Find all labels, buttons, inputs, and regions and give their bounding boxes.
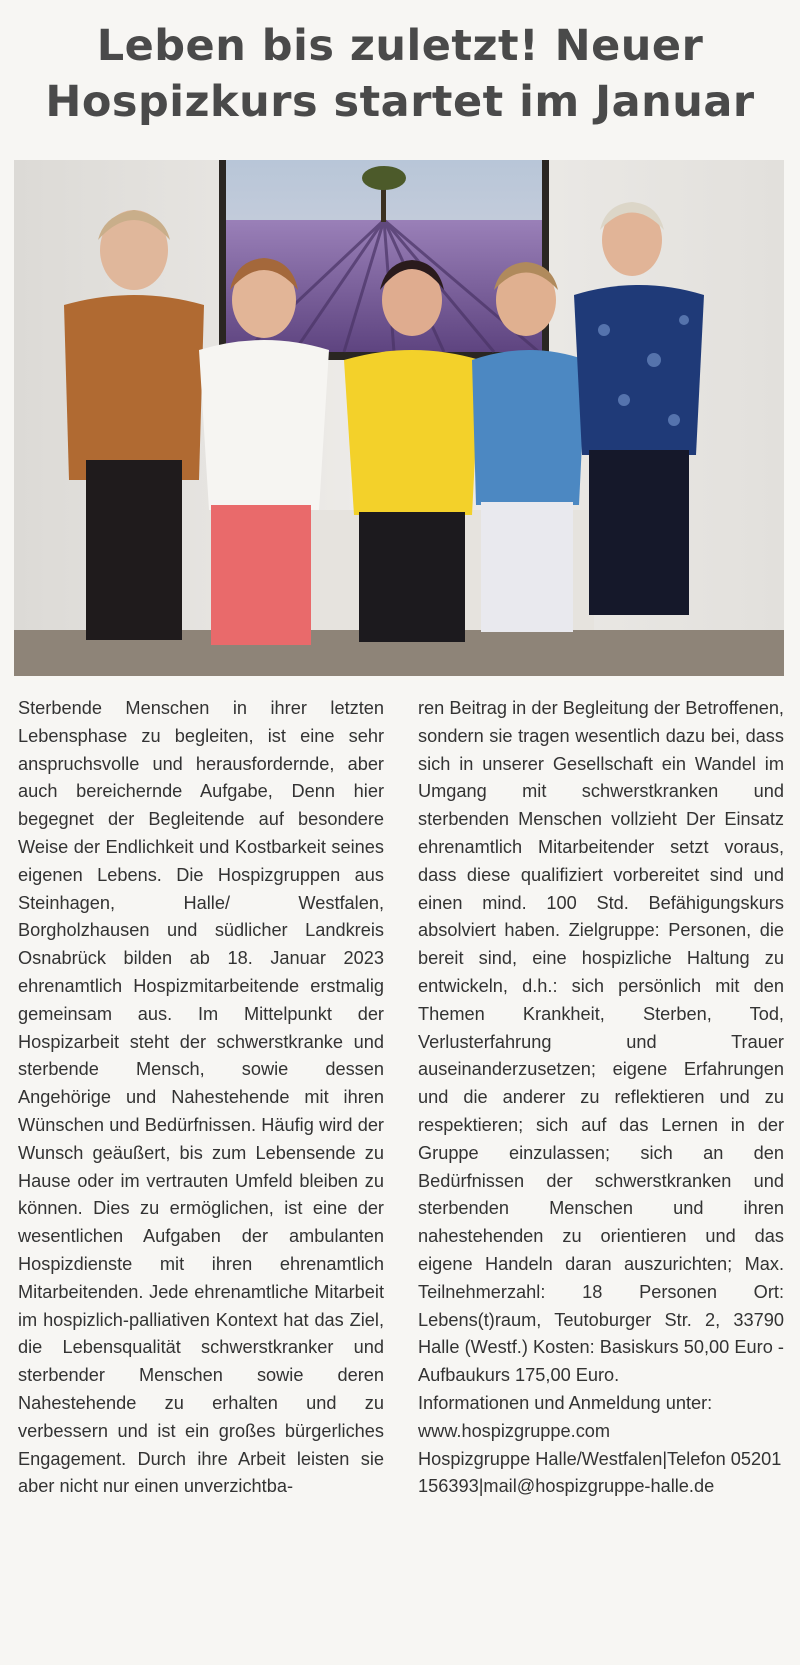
article-text-right: ren Beitrag in der Begleitung der Betroffenen, sondern sie tragen wesentlich dazu bei, dass sich in unserer Gesellschaft ein Wandel im Umgang mit schwerstkranken und sterbenden Menschen vollzieht Der Einsatz ehrenamtlich Mitarbeitender setzt voraus, dass diese qualifiziert vorbereitet sind und einen mind. 100 Std. Befähigungskurs absolviert haben. Zielgruppe: Personen, die bereit sind, eine hospizliche Haltung zu entwickeln, d.h.: sich persönlich mit den Themen Krankheit, Sterben, Tod, Verlusterfahrung und Trauer auseinanderzusetzen; eigene Erfahrungen und die anderer zu reflektieren und zu respektieren; sich auf das Lernen in der Gruppe einzulassen; sich an den Bedürfnissen der schwerstkranken und sterbenden Menschen und ihren nahestehenden zu orientieren und das eigene Handeln daran auszurichten; Max. Teilnehmerzahl: 18 Personen Ort: Lebens(t)raum, Teutoburger Str. 2, 33790 Halle (Westf.) Kosten: Basiskurs 50,00 Euro - Aufbaukurs 175,00 Euro.: [418, 698, 784, 1386]
group-photo-icon: [14, 160, 784, 676]
headline-line-1: Leben bis zuletzt! Neuer: [96, 21, 704, 71]
contact-info-line-1: Informationen und Anmeldung unter: www.hospizgruppe.com: [418, 1392, 713, 1441]
group-photo: [14, 160, 784, 676]
article-column-right: [418, 695, 784, 1501]
article-text-left: Sterbende Menschen in ihrer letzten Lebensphase zu begleiten, ist eine sehr anspruchsvolle und herausfordernde, aber auch bereichernde Aufgabe, Denn hier begegnet der Begleitende auf besondere Weise der Endlichkeit und Kostbarkeit seines eigenen Lebens. Die Hospizgruppen aus Steinhagen, Halle/ Westfalen, Borgholzhausen und südlicher Landkreis Osnabrück bilden ab 18. Januar 2023 ehrenamtlich Hospizmitarbeitende erstmalig gemeinsam aus. Im Mittelpunkt der Hospizarbeit steht der schwerstkranke und sterbende Mensch, sowie dessen Angehörige und Nahestehende mit ihren Wünschen und Bedürfnissen. Häufig wird der Wunsch geäußert, bis zum Lebensende zu Hause oder im vertrauten Umfeld bleiben zu können. Dies zu ermöglichen, ist eine der wesentlichen Aufgaben der ambulanten Hospizdienste mit ihren ehrenamtlich Mitarbeitenden. Jede ehrenamtliche Mitarbeit im hospizlich-palliativen Kontext hat das Ziel, die Lebensqualität schwerstkranker und sterbender Menschen sowie deren Nahestehende zu erhalten und zu verbessern und ist ein großes bürgerliches Engagement. Durch ihre Arbeit leisten sie aber nicht nur einen unverzichtba-: [18, 698, 384, 1497]
contact-info-line-2: Hospizgruppe Halle/Westfalen|Telefon 05201 156393|mail@hospizgruppe-halle.de: [418, 1448, 782, 1497]
headline-line-2: Hospizkurs startet im Januar: [45, 77, 755, 127]
article-column-left: [18, 695, 384, 1501]
headline: [0, 18, 800, 130]
